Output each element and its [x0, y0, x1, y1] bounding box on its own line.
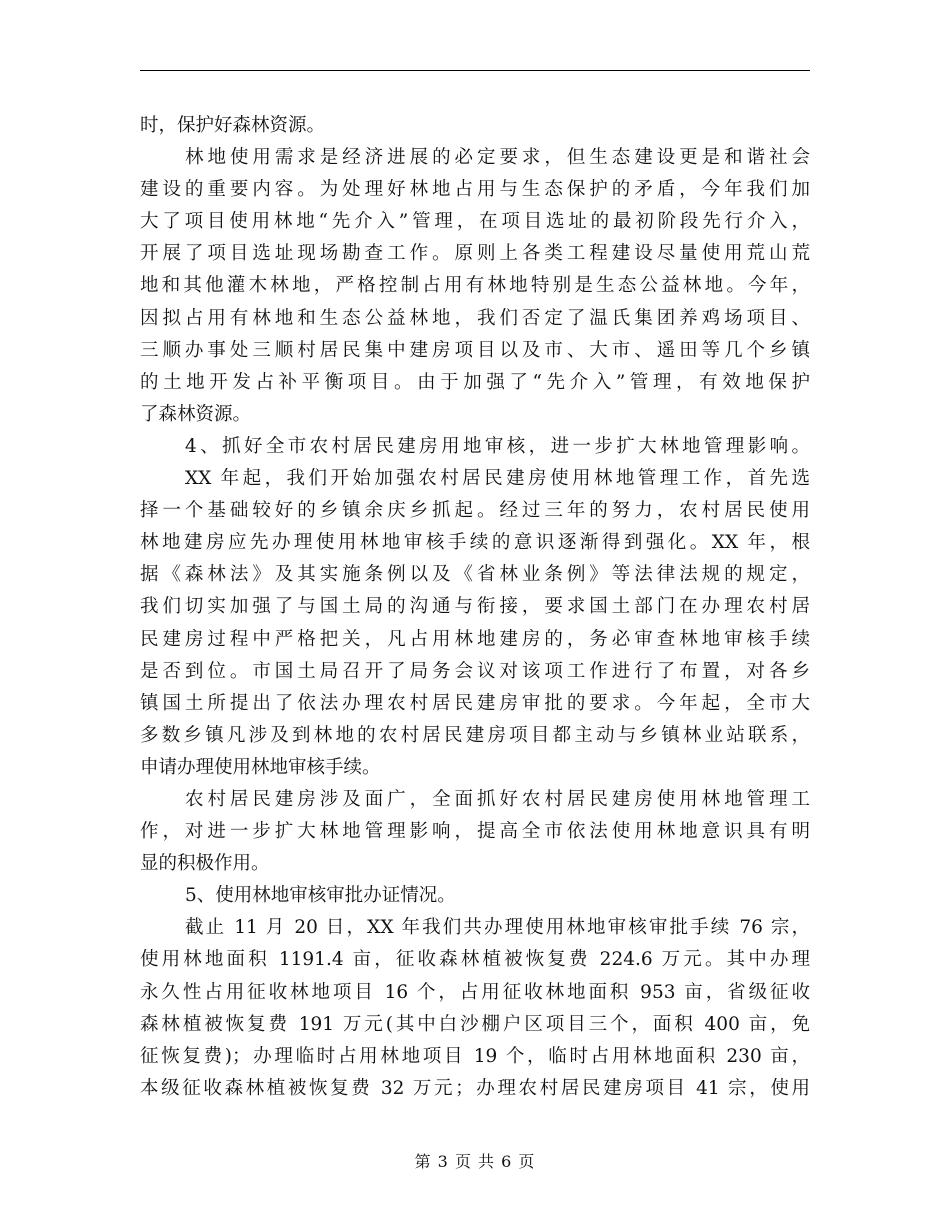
text-line: 建设的重要内容。为处理好林地占用与生态保护的矛盾，今年我们加	[140, 179, 810, 201]
header-rule	[140, 70, 810, 71]
text-line: 申请办理使用林地审核手续。	[140, 756, 381, 778]
text-line: 民建房过程中严格把关，凡占用林地建房的，务必审查林地审核手续	[140, 628, 810, 650]
text-line: 时，保护好森林资源。	[140, 115, 326, 136]
text-line: 是否到位。市国土局召开了局务会议对该项工作进行了布置，对各乡	[140, 660, 810, 682]
text-line: 本级征收森林植被恢复费 32 万元；办理农村居民建房项目 41 宗，使用	[140, 1077, 810, 1099]
text-line: 我们切实加强了与国土局的沟通与衔接，要求国土部门在办理农村居	[140, 596, 810, 618]
text-line: 作，对进一步扩大林地管理影响，提高全市依法使用林地意识具有明	[140, 821, 810, 843]
text-line: 永久性占用征收林地项目 16 个，占用征收林地面积 953 亩，省级征收	[140, 981, 810, 1003]
text-line: 镇国土所提出了依法办理农村居民建房审批的要求。今年起，全市大	[140, 692, 810, 714]
text-line: 了森林资源。	[140, 403, 252, 425]
text-line: 征恢复费)；办理临时占用林地项目 19 个，临时占用林地面积 230 亩，	[140, 1045, 810, 1067]
text-line: 使用林地面积 1191.4 亩，征收森林植被恢复费 224.6 万元。其中办理	[140, 949, 810, 971]
body-text	[140, 110, 810, 1105]
text-line: 据《森林法》及其实施条例以及《省林业条例》等法律法规的规定，	[140, 564, 810, 586]
text-line: 显的积极作用。	[140, 853, 270, 875]
text-line: 森林植被恢复费 191 万元(其中白沙棚户区项目三个，面积 400 亩，免	[140, 1013, 810, 1035]
text-line: 地和其他灌木林地，严格控制占用有林地特别是生态公益林地。今年，	[140, 275, 810, 297]
text-line: 择一个基础较好的乡镇余庆乡抓起。经过三年的努力，农村居民使用	[140, 500, 810, 522]
text-line: 5、使用林地审核审批办证情况。	[185, 885, 456, 907]
text-line: 4、抓好全市农村居民建房用地审核，进一步扩大林地管理影响。	[185, 435, 810, 457]
text-line: 农村居民建房涉及面广，全面抓好农村居民建房使用林地管理工	[185, 788, 810, 810]
text-line: 的土地开发占补平衡项目。由于加强了“先介入”管理，有效地保护	[140, 371, 810, 393]
text-line: 开展了项目选址现场勘查工作。原则上各类工程建设尽量使用荒山荒	[140, 243, 810, 265]
text-line: 林地使用需求是经济进展的必定要求，但生态建设更是和谐社会	[185, 147, 810, 169]
page-footer: 第 3 页 共 6 页	[414, 1152, 536, 1171]
text-line: XX 年起，我们开始加强农村居民建房使用林地管理工作，首先选	[185, 468, 810, 490]
text-line: 截止 11 月 20 日，XX 年我们共办理使用林地审核审批手续 76 宗，	[185, 917, 810, 939]
text-line: 多数乡镇凡涉及到林地的农村居民建房项目都主动与乡镇林业站联系，	[140, 724, 810, 746]
text-line: 林地建房应先办理使用林地审核手续的意识逐渐得到强化。XX 年，根	[140, 532, 810, 554]
text-line: 大了项目使用林地“先介入”管理，在项目选址的最初阶段先行介入，	[140, 211, 810, 233]
text-line: 三顺办事处三顺村居民集中建房项目以及市、大市、遥田等几个乡镇	[140, 339, 810, 361]
text-line: 因拟占用有林地和生态公益林地，我们否定了温氏集团养鸡场项目、	[140, 307, 810, 329]
